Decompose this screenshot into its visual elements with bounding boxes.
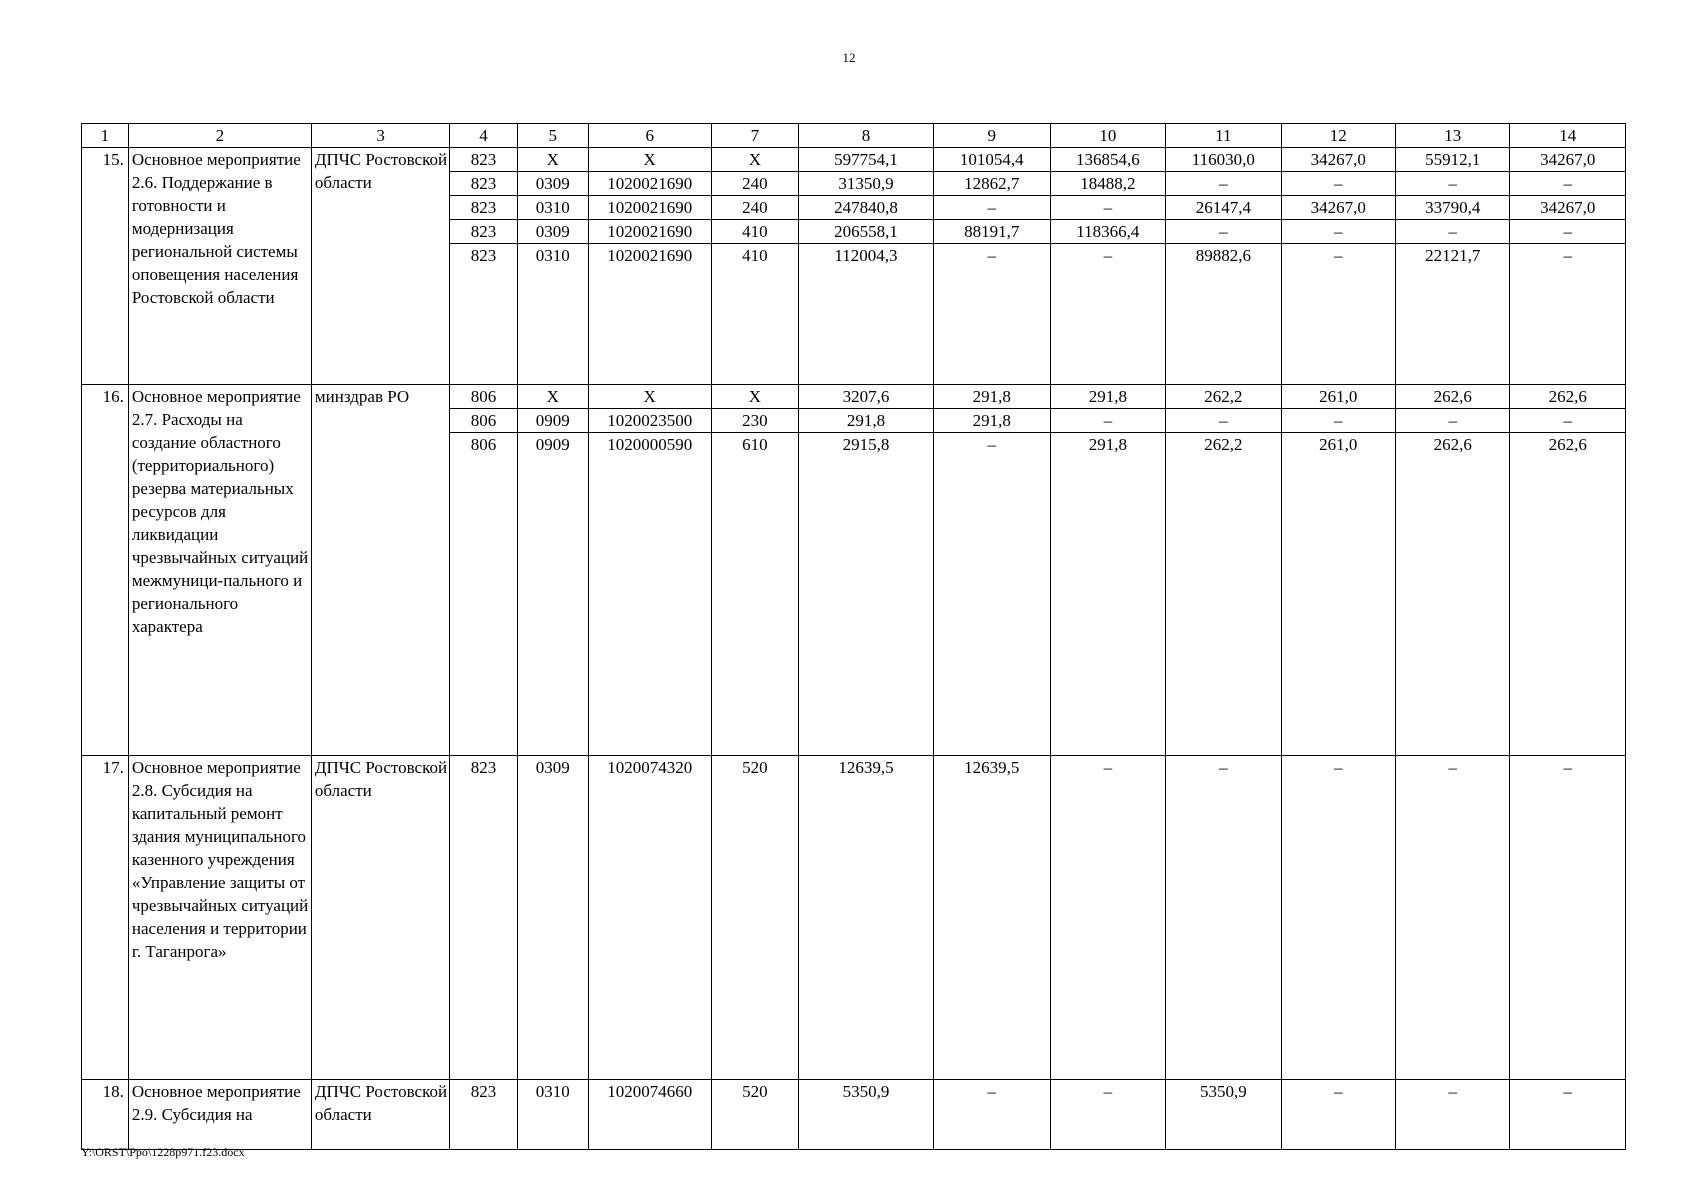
page-number: 12 <box>842 50 856 65</box>
budget-table <box>81 123 1626 1150</box>
value-cell: – <box>1281 1080 1395 1150</box>
value-cell: – <box>1166 172 1282 196</box>
value-cell: 0309 <box>517 172 588 196</box>
value-cell: 291,8 <box>1050 385 1166 409</box>
value-cell: 1020021690 <box>588 196 711 220</box>
header-cell: 1 <box>82 124 129 148</box>
value-cell: 291,8 <box>934 385 1051 409</box>
value-cell: 88191,7 <box>934 220 1051 244</box>
value-cell: – <box>1510 244 1626 385</box>
value-cell: 823 <box>450 244 518 385</box>
value-cell: 291,8 <box>934 409 1051 433</box>
value-cell: 806 <box>450 433 518 756</box>
value-cell: – <box>934 196 1051 220</box>
value-cell: – <box>1281 220 1395 244</box>
table-row <box>82 756 1626 1080</box>
value-cell: 520 <box>711 1080 798 1150</box>
value-cell: 823 <box>450 1080 518 1150</box>
value-cell: X <box>588 385 711 409</box>
header-cell: 8 <box>798 124 933 148</box>
value-cell: 1020000590 <box>588 433 711 756</box>
value-cell: – <box>1510 756 1626 1080</box>
value-cell: 26147,4 <box>1166 196 1282 220</box>
value-cell: 101054,4 <box>934 148 1051 172</box>
value-cell: 823 <box>450 148 518 172</box>
value-cell: – <box>1510 1080 1626 1150</box>
value-cell: – <box>1396 220 1510 244</box>
value-cell: – <box>1510 409 1626 433</box>
value-cell: – <box>1050 409 1166 433</box>
value-cell: 597754,1 <box>798 148 933 172</box>
value-cell: – <box>1281 172 1395 196</box>
value-cell: 410 <box>711 220 798 244</box>
value-cell: 240 <box>711 196 798 220</box>
value-cell: 0310 <box>517 244 588 385</box>
value-cell: 55912,1 <box>1396 148 1510 172</box>
value-cell: 5350,9 <box>798 1080 933 1150</box>
value-cell: 823 <box>450 172 518 196</box>
header-cell: 13 <box>1396 124 1510 148</box>
value-cell: 12862,7 <box>934 172 1051 196</box>
value-cell: 22121,7 <box>1396 244 1510 385</box>
executor: ДПЧС Ростовской области <box>311 1080 449 1150</box>
value-cell: 33790,4 <box>1396 196 1510 220</box>
value-cell: – <box>1396 409 1510 433</box>
value-cell: 823 <box>450 756 518 1080</box>
value-cell: 1020074660 <box>588 1080 711 1150</box>
value-cell: 136854,6 <box>1050 148 1166 172</box>
executor: минздрав РО <box>311 385 449 756</box>
value-cell: 2915,8 <box>798 433 933 756</box>
value-cell: 823 <box>450 220 518 244</box>
value-cell: – <box>1510 172 1626 196</box>
header-cell: 4 <box>450 124 518 148</box>
value-cell: 12639,5 <box>934 756 1051 1080</box>
value-cell: 240 <box>711 172 798 196</box>
value-cell: 262,6 <box>1510 385 1626 409</box>
row-number: 16. <box>82 385 129 756</box>
value-cell: 0909 <box>517 433 588 756</box>
table-row <box>82 1080 1626 1150</box>
table-row <box>82 148 1626 172</box>
value-cell: 823 <box>450 196 518 220</box>
value-cell: X <box>711 148 798 172</box>
value-cell: 0310 <box>517 1080 588 1150</box>
value-cell: 610 <box>711 433 798 756</box>
value-cell: – <box>1166 409 1282 433</box>
header-cell: 2 <box>128 124 311 148</box>
value-cell: 0309 <box>517 220 588 244</box>
activity-name: Основное мероприятие 2.6. Поддержание в готовности и модернизация региональной системы оповещения населения Ростовской области <box>128 148 311 385</box>
header-cell: 7 <box>711 124 798 148</box>
activity-name: Основное мероприятие 2.9. Субсидия на <box>128 1080 311 1150</box>
executor: ДПЧС Ростовской области <box>311 148 449 385</box>
value-cell: – <box>1166 220 1282 244</box>
executor: ДПЧС Ростовской области <box>311 756 449 1080</box>
value-cell: 206558,1 <box>798 220 933 244</box>
row-number: 15. <box>82 148 129 385</box>
value-cell: – <box>1050 244 1166 385</box>
value-cell: 262,2 <box>1166 433 1282 756</box>
value-cell: – <box>1050 196 1166 220</box>
value-cell: – <box>1050 1080 1166 1150</box>
value-cell: 520 <box>711 756 798 1080</box>
value-cell: – <box>1281 409 1395 433</box>
value-cell: 806 <box>450 385 518 409</box>
value-cell: 1020021690 <box>588 220 711 244</box>
value-cell: 34267,0 <box>1281 148 1395 172</box>
value-cell: 118366,4 <box>1050 220 1166 244</box>
value-cell: 116030,0 <box>1166 148 1282 172</box>
header-cell: 14 <box>1510 124 1626 148</box>
value-cell: – <box>1396 1080 1510 1150</box>
value-cell: 262,6 <box>1396 433 1510 756</box>
value-cell: 34267,0 <box>1510 148 1626 172</box>
value-cell: 18488,2 <box>1050 172 1166 196</box>
value-cell: X <box>711 385 798 409</box>
header-cell: 3 <box>311 124 449 148</box>
value-cell: 0310 <box>517 196 588 220</box>
value-cell: – <box>1396 172 1510 196</box>
activity-name: Основное мероприятие 2.7. Расходы на создание областного (территориального) резерва материальных ресурсов для ликвидации чрезвычайных ситуаций межмуници-пального и регионального характера <box>128 385 311 756</box>
file-path-footer: Y:\ORST\Ppo\1228p971.f23.docx <box>81 1145 245 1159</box>
value-cell: – <box>1050 756 1166 1080</box>
value-cell: 1020021690 <box>588 172 711 196</box>
value-cell: – <box>934 433 1051 756</box>
header-cell: 5 <box>517 124 588 148</box>
table-row <box>82 385 1626 409</box>
value-cell: 1020021690 <box>588 244 711 385</box>
value-cell: 262,6 <box>1396 385 1510 409</box>
value-cell: 5350,9 <box>1166 1080 1282 1150</box>
value-cell: 34267,0 <box>1510 196 1626 220</box>
value-cell: 112004,3 <box>798 244 933 385</box>
row-number: 17. <box>82 756 129 1080</box>
value-cell: – <box>1281 244 1395 385</box>
value-cell: 89882,6 <box>1166 244 1282 385</box>
value-cell: 3207,6 <box>798 385 933 409</box>
header-cell: 11 <box>1166 124 1282 148</box>
header-cell: 6 <box>588 124 711 148</box>
value-cell: 410 <box>711 244 798 385</box>
value-cell: 0309 <box>517 756 588 1080</box>
header-cell: 12 <box>1281 124 1395 148</box>
value-cell: – <box>934 244 1051 385</box>
value-cell: 262,6 <box>1510 433 1626 756</box>
value-cell: 1020074320 <box>588 756 711 1080</box>
value-cell: 31350,9 <box>798 172 933 196</box>
value-cell: – <box>1396 756 1510 1080</box>
header-cell: 9 <box>934 124 1051 148</box>
value-cell: 230 <box>711 409 798 433</box>
header-cell: 10 <box>1050 124 1166 148</box>
value-cell: 291,8 <box>1050 433 1166 756</box>
value-cell: 34267,0 <box>1281 196 1395 220</box>
activity-name: Основное мероприятие 2.8. Субсидия на капитальный ремонт здания муниципального казенного учреждения «Управление защиты от чрезвычайных ситуаций населения и территории г. Таганрога» <box>128 756 311 1080</box>
value-cell: – <box>934 1080 1051 1150</box>
value-cell: – <box>1281 756 1395 1080</box>
value-cell: 262,2 <box>1166 385 1282 409</box>
value-cell: X <box>588 148 711 172</box>
header-row <box>82 124 1626 148</box>
row-number: 18. <box>82 1080 129 1150</box>
value-cell: X <box>517 148 588 172</box>
value-cell: 806 <box>450 409 518 433</box>
value-cell: X <box>517 385 588 409</box>
value-cell: 0909 <box>517 409 588 433</box>
value-cell: 261,0 <box>1281 385 1395 409</box>
value-cell: – <box>1166 756 1282 1080</box>
value-cell: 291,8 <box>798 409 933 433</box>
value-cell: 247840,8 <box>798 196 933 220</box>
value-cell: 261,0 <box>1281 433 1395 756</box>
value-cell: 12639,5 <box>798 756 933 1080</box>
value-cell: – <box>1510 220 1626 244</box>
value-cell: 1020023500 <box>588 409 711 433</box>
